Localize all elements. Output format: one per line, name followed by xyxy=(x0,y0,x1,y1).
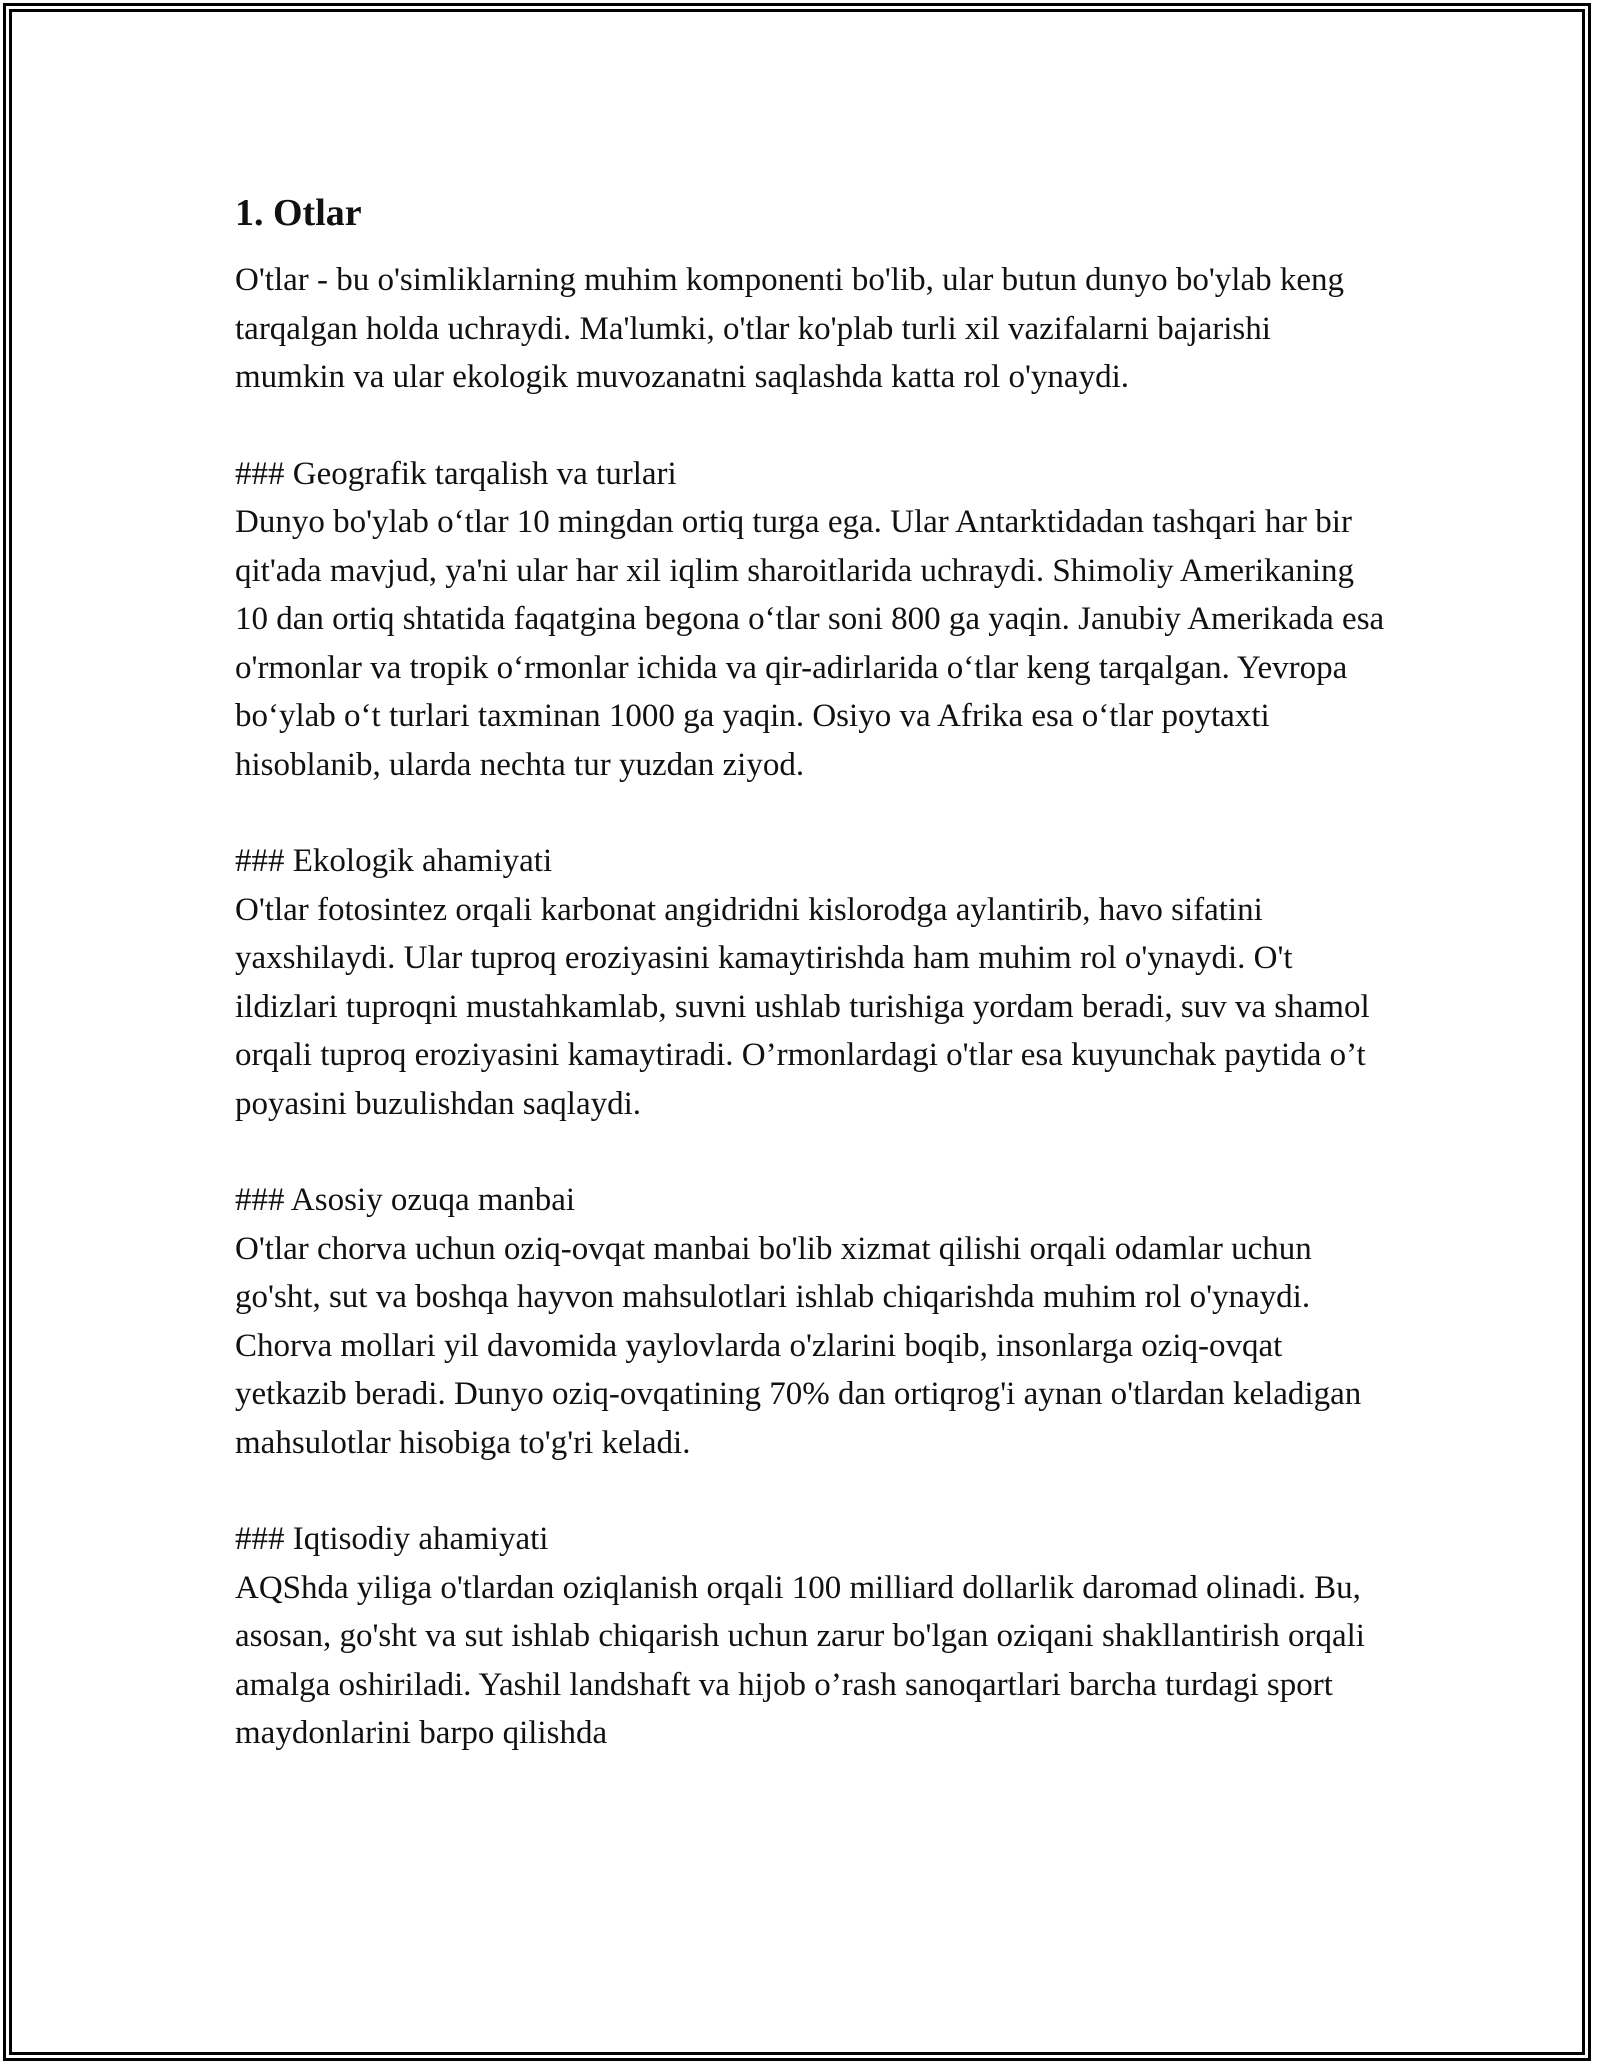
intro-paragraph: O'tlar - bu o'simliklarning muhim komponenti bo'lib, ular butun dunyo bo'ylab keng tarqalgan holda uchraydi. Ma'lumki, o'tlar ko'plab turli xil vazifalarni bajarishi mumkin va ular ekologik muvozanatni saqlashda katta rol o'ynaydi. xyxy=(235,262,1344,395)
section-heading: ### Geografik tarqalish va turlari xyxy=(235,455,677,492)
section-ekologik xyxy=(235,837,1385,1128)
section-iqtisodiy xyxy=(235,1515,1385,1758)
document-title: 1. Otlar xyxy=(235,192,362,234)
section-heading: ### Ekologik ahamiyati xyxy=(235,843,553,879)
document-body xyxy=(235,188,1385,1758)
section-ozuqa xyxy=(235,1176,1385,1467)
section-paragraph: Dunyo bo'ylab o‘tlar 10 mingdan ortiq turga ega. Ular Antarktidadan tashqari har bir qit'ada mavjud, ya'ni ular har xil iqlim sharoitlarida uchraydi. Shimoliy Amerikaning 10 dan ortiq shtatida faqatgina begona o‘tlar soni 800 ga yaqin. Janubiy Amerikada esa o'rmonlar va tropik o‘rmonlar ichida va qir-adirlarida o‘tlar keng tarqalgan. Yevropa bo‘ylab o‘t turlari taxminan 1000 ga yaqin. Osiyo va Afrika esa o‘tlar poytaxti hisoblanib, ularda nechta tur yuzdan ziyod. xyxy=(235,504,1385,783)
section-paragraph: O'tlar fotosintez orqali karbonat angidridni kislorodga aylantirib, havo sifatini yaxshilaydi. Ular tuproq eroziyasini kamaytirishda ham muhim rol o'ynaydi. O't ildizlari tuproqni mustahkamlab, suvni ushlab turishiga yordam beradi, suv va shamol orqali tuproq eroziyasini kamaytiradi. O’rmonlardagi o'tlar esa kuyunchak paytida o’t poyasini buzulishdan saqlaydi. xyxy=(235,891,1370,1122)
section-geografik xyxy=(235,450,1385,790)
section-heading: ### Asosiy ozuqa manbai xyxy=(235,1182,576,1218)
section-paragraph: AQShda yiliga o'tlardan oziqlanish orqali 100 milliard dollarlik daromad olinadi. Bu, asosan, go'sht va sut ishlab chiqarish uchun zarur bo'lgan oziqani shakllantirish orqali amalga oshiriladi. Yashil landshaft va hijob o’rash sanoqartlari barcha turdagi sport maydonlarini barpo qilishda xyxy=(235,1569,1365,1751)
section-paragraph: O'tlar chorva uchun oziq-ovqat manbai bo'lib xizmat qilishi orqali odamlar uchun go'sht, sut va boshqa hayvon mahsulotlari ishlab chiqarishda muhim rol o'ynaydi. Chorva mollari yil davomida yaylovlarda o'zlarini boqib, insonlarga oziq-ovqat yetkazib beradi. Dunyo oziq-ovqatining 70% dan ortiqrog'i aynan o'tlardan keladigan mahsulotlar hisobiga to'g'ri keladi. xyxy=(235,1230,1362,1461)
section-heading: ### Iqtisodiy ahamiyati xyxy=(235,1521,549,1557)
